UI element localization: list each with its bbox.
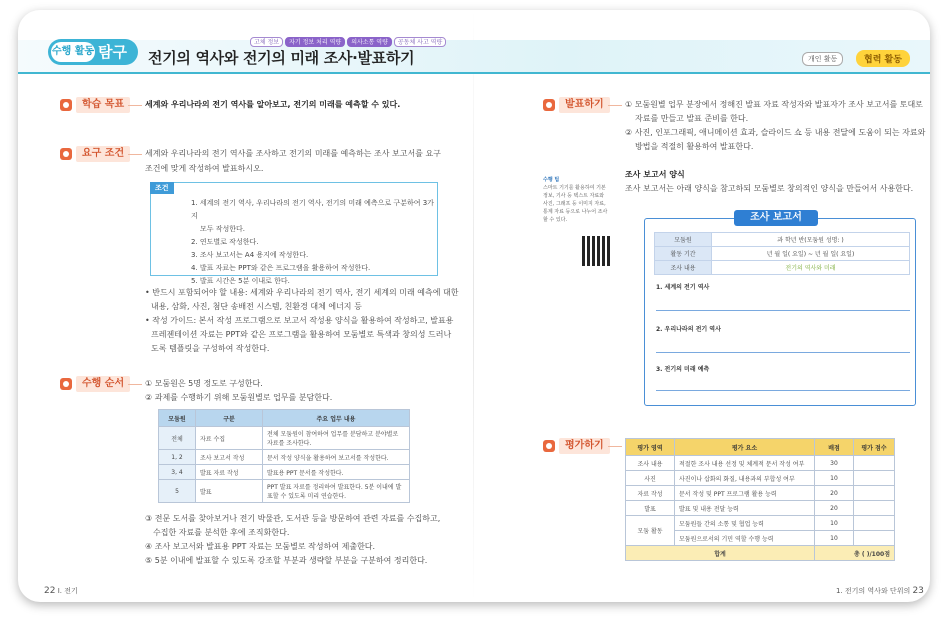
pres-line: ② 사진, 인포그래픽, 애니메이션 효과, 슬라이드 쇼 등 내용 전달에 도움이 되는 자료와 bbox=[625, 128, 926, 137]
table-row: 3, 4 발표 자료 작성 발표용 PPT 문서를 작성한다. bbox=[159, 465, 410, 480]
book-spine bbox=[473, 10, 474, 602]
tag-2: 의사소통 역량 bbox=[347, 37, 392, 47]
proc-line: ② 과제를 수행하기 위해 모둠원별로 업무를 분담한다. bbox=[145, 393, 333, 402]
table-row: 5 발표 PPT 발표 자료를 정리하여 발표한다. 5분 이내에 발표할 수 있도록 미리 연습한다. bbox=[159, 480, 410, 503]
col-header: 구분 bbox=[196, 410, 263, 427]
proc-line: ④ 조사 보고서와 발표용 PPT 자료는 모둠별로 작성하여 제출한다. bbox=[145, 542, 376, 551]
table-row: 모둠원으로서의 기민 역할 수행 능력 10 bbox=[626, 531, 895, 546]
divider bbox=[608, 446, 622, 447]
table-header-row bbox=[159, 410, 410, 427]
table-row: 자료 작성 문서 작성 및 PPT 프로그램 활용 능력 20 bbox=[626, 486, 895, 501]
col-header: 주요 업무 내용 bbox=[263, 410, 410, 427]
presentation-icon bbox=[543, 99, 555, 111]
requirements-icon bbox=[60, 148, 72, 160]
tip-title: 수행 팁 bbox=[543, 177, 560, 183]
activity-badge bbox=[48, 39, 138, 65]
tip-line: 할 수 있다. bbox=[543, 217, 568, 223]
coop-mode-badge: 협력 활동 bbox=[856, 50, 910, 67]
goal-label: 학습 목표 bbox=[60, 97, 130, 113]
proc-line: 수집한 자료를 분석한 후에 조직화한다. bbox=[153, 528, 290, 537]
procedure-icon bbox=[60, 378, 72, 390]
evaluation-table bbox=[625, 438, 895, 561]
pres-line: 방법을 적절히 활용하여 발표한다. bbox=[635, 142, 754, 151]
divider bbox=[656, 310, 910, 311]
evaluation-icon bbox=[543, 440, 555, 452]
bullet-line: • 반드시 포함되어야 할 내용: 세계와 우리나라의 전기 역사, 전기 세계의 미래 예측에 대한 bbox=[145, 288, 459, 297]
table-row: 발표 발표 및 내용 전달 능력 20 bbox=[626, 501, 895, 516]
bullet-line: 프레젠테이션 자료는 PPT와 같은 프로그램을 활용하여 모둠별로 특색과 창의성 드러나 bbox=[151, 330, 452, 339]
condition-item: 4. 발표 자료는 PPT와 같은 프로그램을 활용하여 작성한다. bbox=[191, 264, 371, 272]
table-row: 모둠원 과 학년 반(모둠원 성명: ) bbox=[655, 233, 910, 247]
tag-3: 공동체 사고 역량 bbox=[394, 37, 446, 47]
badge-small: 수행 활동 bbox=[51, 42, 95, 62]
report-form-title: 조사 보고서 bbox=[734, 210, 818, 226]
table-row: 1, 2 조사 보고서 작성 문서 작성 양식을 활용하여 보고서를 작성한다. bbox=[159, 450, 410, 465]
table-header-row bbox=[626, 439, 895, 456]
proc-line: ⑤ 5분 이내에 발표할 수 있도록 강조할 부분과 생략할 부분을 구분하여 정리한다. bbox=[145, 556, 428, 565]
divider bbox=[608, 105, 622, 106]
divider bbox=[656, 352, 910, 353]
bullet-line: • 작성 가이드: 본서 작성 프로그램으로 보고서 작성용 양식을 활용하여 작성하고, 발표용 bbox=[145, 316, 454, 325]
total-row: 합계 총 ( )/100점 bbox=[626, 546, 895, 561]
role-table bbox=[158, 409, 410, 503]
tip-line: 통계 자료 등으로 나누어 조사 bbox=[543, 209, 608, 215]
textbook-spread bbox=[18, 10, 930, 602]
tag-0: 고체 정보 bbox=[250, 37, 283, 47]
report-section: 2. 우리나라의 전기 역사 bbox=[656, 326, 721, 333]
report-section: 3. 전기의 미래 예측 bbox=[656, 366, 710, 373]
table-row: 사진 사진이나 삽화의 화질, 내용과의 부합성 여부 10 bbox=[626, 471, 895, 486]
individual-mode: 개인 활동 bbox=[802, 52, 843, 66]
evaluation-label: 평가하기 bbox=[543, 438, 610, 454]
req-text-1: 세계와 우리나라의 전기 역사를 조사하고 전기의 미래를 예측하는 조사 보고서를 요구 bbox=[145, 149, 441, 158]
divider bbox=[128, 384, 142, 385]
conditions-tag: 조건 bbox=[150, 182, 174, 194]
pres-line: ① 모둠원별 업무 분장에서 정해진 발표 자료 작성자와 발표자가 조사 보고서를 토대로 bbox=[625, 100, 923, 109]
table-row: 전체 자료 수집 전체 모둠원이 참여하여 업무를 분담하고 분야별로 자료를 조사한다. bbox=[159, 427, 410, 450]
requirements-label: 요구 조건 bbox=[60, 146, 130, 162]
col-header: 평가 점수 bbox=[854, 439, 895, 456]
tip-box bbox=[543, 176, 615, 224]
tip-line: 사진, 그래프 등 이미지 자료, bbox=[543, 201, 606, 207]
pres-line: 자료를 만들고 발표 준비를 한다. bbox=[635, 114, 749, 123]
col-header: 평가 영역 bbox=[626, 439, 675, 456]
req-text-2: 조건에 맞게 작성하여 발표하시오. bbox=[145, 164, 264, 173]
presentation-label: 발표하기 bbox=[543, 97, 610, 113]
goal-icon bbox=[60, 99, 72, 111]
proc-line: ③ 전문 도서를 찾아보거나 전기 박물관, 도서관 등을 방문하여 관련 자료를 수집하고, bbox=[145, 514, 441, 523]
table-row: 조사 내용 전기의 역사와 미래 bbox=[655, 261, 910, 275]
tip-line: 정보, 기사 등 텍스트 자료와 bbox=[543, 193, 605, 199]
col-header: 평가 요소 bbox=[675, 439, 815, 456]
report-info-table bbox=[654, 232, 910, 275]
proc-line: ① 모둠원은 5명 정도로 구성한다. bbox=[145, 379, 263, 388]
divider bbox=[656, 390, 910, 391]
form-title: 조사 보고서 양식 bbox=[625, 170, 685, 179]
page-number-right: 1. 전기의 역사와 단위의 23 bbox=[836, 586, 924, 596]
col-header: 배점 bbox=[815, 439, 854, 456]
goal-text: 세계와 우리나라의 전기 역사를 알아보고, 전기의 미래를 예측할 수 있다. bbox=[145, 100, 401, 109]
table-row: 모둠 활동 모둠원들 간의 소통 및 협업 능력 10 bbox=[626, 516, 895, 531]
divider bbox=[128, 154, 142, 155]
qr-code-icon[interactable] bbox=[582, 236, 612, 266]
page-title: 전기의 역사와 전기의 미래 조사·발표하기 bbox=[148, 49, 415, 67]
table-row: 조사 내용 적절한 조사 내용 선정 및 체계적 문서 작성 여부 30 bbox=[626, 456, 895, 471]
condition-item: 1. 세계의 전기 역사, 우리나라의 전기 역사, 전기의 미래 예측으로 구분하여 3가지 bbox=[191, 199, 434, 220]
divider bbox=[128, 105, 142, 106]
report-section: 1. 세계의 전기 역사 bbox=[656, 284, 710, 291]
page-number-left: 22 I. 전기 bbox=[44, 586, 78, 596]
conditions-list bbox=[191, 197, 437, 288]
condition-item: 3. 조사 보고서는 A4 용지에 작성한다. bbox=[191, 251, 309, 259]
condition-item: 모두 작성한다. bbox=[200, 225, 246, 233]
conditions-box bbox=[150, 182, 438, 285]
bullet-line: 도록 템플릿을 구성하여 작성한다. bbox=[151, 344, 270, 353]
competency-tags bbox=[250, 37, 446, 47]
condition-item: 5. 발표 시간은 5분 이내로 한다. bbox=[191, 277, 290, 285]
form-desc: 조사 보고서는 아래 양식을 참고하되 모둠별로 창의적인 양식을 만들어서 사용한다. bbox=[625, 184, 914, 193]
table-row: 활동 기간 년 월 일( 요일) ~ 년 월 일( 요일) bbox=[655, 247, 910, 261]
bullet-line: 내용, 삼화, 사진, 첨단 송배전 시스템, 친환경 대체 에너지 등 bbox=[151, 302, 362, 311]
badge-big: 탐구 bbox=[98, 43, 127, 61]
procedure-label: 수행 순서 bbox=[60, 376, 130, 392]
tip-line: 스마트 기기를 활용하여 기본 bbox=[543, 185, 606, 191]
condition-item: 2. 연도별로 작성한다. bbox=[191, 238, 259, 246]
col-header: 모둠원 bbox=[159, 410, 196, 427]
tag-1: 자기 정보 처리 역량 bbox=[285, 37, 345, 47]
